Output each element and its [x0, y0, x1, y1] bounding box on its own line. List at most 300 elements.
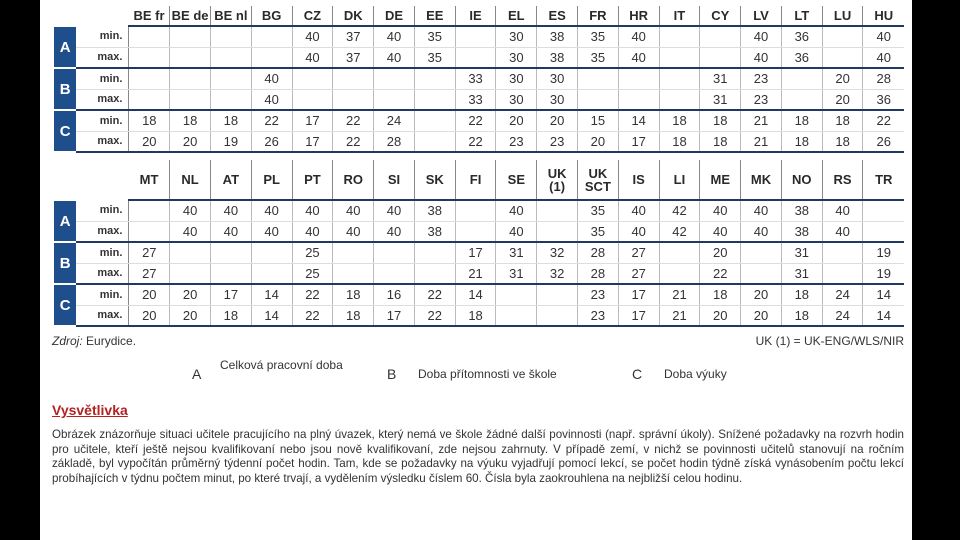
value-cell: 20	[822, 89, 863, 110]
table-row	[54, 242, 904, 263]
column-header: DE	[374, 6, 415, 26]
column-header: MT	[129, 160, 170, 200]
value-cell: 40	[251, 68, 292, 89]
source-label: Zdroj:	[52, 334, 83, 348]
row-label: min.	[76, 284, 129, 305]
value-cell	[414, 110, 455, 131]
value-cell: 18	[822, 131, 863, 152]
value-cell: 27	[618, 263, 659, 284]
value-cell: 21	[455, 263, 496, 284]
column-header: ME	[700, 160, 741, 200]
value-cell	[537, 305, 578, 326]
value-cell: 20	[129, 305, 170, 326]
column-header: CZ	[292, 6, 333, 26]
value-cell	[414, 68, 455, 89]
value-cell	[170, 68, 211, 89]
group-label: A	[54, 26, 76, 68]
value-cell: 21	[659, 305, 700, 326]
value-cell: 40	[618, 200, 659, 221]
value-cell: 36	[863, 89, 904, 110]
column-header: MK	[741, 160, 782, 200]
legend-letter-b: B	[387, 366, 397, 382]
value-cell	[374, 242, 415, 263]
value-cell: 20	[537, 110, 578, 131]
value-cell: 18	[781, 284, 822, 305]
value-cell	[333, 242, 374, 263]
value-cell: 40	[292, 26, 333, 47]
value-cell: 23	[741, 68, 782, 89]
value-cell	[170, 263, 211, 284]
value-cell: 23	[537, 131, 578, 152]
row-label: max.	[76, 89, 129, 110]
table-row	[54, 47, 904, 68]
explanation-paragraph: Obrázek znázorňuje situaci učitele pracujícího na plný úvazek, který nemá ve škole žádné další povinnosti (např. správní úkoly). Snížené požadavky na rozvrh hodin pro učitele, kteří ještě nejsou kvalifikovaní nebo jsou nově kvalifikovaní, zde nejsou zahrnuty. V případě zemí, v nichž se povinnosti učitelů stanovují na ročním základě, byl vypočítán průměrný týdenní počet hodin. Tam, kde se požadavky na výuku vyjadřují pomocí lekcí, se počet hodin týdně získá vynásobením počtu lekcí probíhajících v týdnu počtem minut, po které trvají, a vydělením výsledku číslem 60. Čísla byla zaokrouhlena na nejbližší celou hodinu.	[52, 428, 904, 485]
value-cell: 15	[578, 110, 619, 131]
row-label: min.	[76, 200, 129, 221]
value-cell: 30	[496, 47, 537, 68]
row-label: max.	[76, 305, 129, 326]
column-header: SK	[414, 160, 455, 200]
value-cell: 18	[455, 305, 496, 326]
value-cell: 20	[170, 284, 211, 305]
value-cell: 28	[374, 131, 415, 152]
value-cell	[863, 221, 904, 242]
value-cell	[741, 263, 782, 284]
value-cell: 22	[292, 284, 333, 305]
value-cell: 19	[863, 242, 904, 263]
value-cell: 28	[863, 68, 904, 89]
value-cell: 31	[781, 242, 822, 263]
value-cell: 40	[374, 221, 415, 242]
value-cell: 35	[578, 200, 619, 221]
value-cell: 17	[618, 305, 659, 326]
value-cell	[781, 68, 822, 89]
header-blank	[54, 6, 129, 26]
value-cell: 40	[618, 26, 659, 47]
value-cell: 32	[537, 263, 578, 284]
value-cell	[659, 89, 700, 110]
value-cell: 21	[741, 131, 782, 152]
value-cell: 38	[414, 200, 455, 221]
value-cell: 19	[863, 263, 904, 284]
table-row	[54, 89, 904, 110]
value-cell: 40	[210, 221, 251, 242]
value-cell: 40	[863, 47, 904, 68]
value-cell: 40	[374, 26, 415, 47]
value-cell: 20	[129, 131, 170, 152]
value-cell: 25	[292, 242, 333, 263]
value-cell: 18	[170, 110, 211, 131]
value-cell: 22	[292, 305, 333, 326]
value-cell	[210, 26, 251, 47]
value-cell	[659, 242, 700, 263]
column-header: BE de	[170, 6, 211, 26]
value-cell: 27	[129, 263, 170, 284]
value-cell	[414, 89, 455, 110]
value-cell: 18	[333, 305, 374, 326]
column-header: IE	[455, 6, 496, 26]
value-cell: 33	[455, 68, 496, 89]
value-cell: 36	[781, 26, 822, 47]
value-cell: 18	[700, 131, 741, 152]
value-cell	[863, 200, 904, 221]
value-cell	[210, 89, 251, 110]
value-cell	[292, 89, 333, 110]
value-cell: 40	[170, 200, 211, 221]
value-cell	[210, 263, 251, 284]
value-cell: 18	[210, 305, 251, 326]
value-cell: 17	[210, 284, 251, 305]
value-cell: 40	[822, 200, 863, 221]
value-cell	[822, 47, 863, 68]
row-label: min.	[76, 26, 129, 47]
value-cell: 27	[618, 242, 659, 263]
value-cell: 37	[333, 26, 374, 47]
value-cell: 22	[414, 305, 455, 326]
value-cell	[333, 263, 374, 284]
table-row	[54, 284, 904, 305]
value-cell: 21	[659, 284, 700, 305]
value-cell: 40	[863, 26, 904, 47]
value-cell	[455, 221, 496, 242]
table-row	[54, 305, 904, 326]
value-cell	[537, 221, 578, 242]
value-cell: 18	[210, 110, 251, 131]
column-header: FI	[455, 160, 496, 200]
value-cell: 32	[537, 242, 578, 263]
value-cell: 40	[333, 200, 374, 221]
value-cell: 40	[251, 221, 292, 242]
column-header: SI	[374, 160, 415, 200]
value-cell: 22	[333, 131, 374, 152]
value-cell: 23	[741, 89, 782, 110]
value-cell: 31	[781, 263, 822, 284]
value-cell: 22	[700, 263, 741, 284]
value-cell	[374, 68, 415, 89]
value-cell	[129, 89, 170, 110]
value-cell: 40	[700, 221, 741, 242]
column-header: RO	[333, 160, 374, 200]
column-header: UK (1)	[537, 160, 578, 200]
value-cell: 18	[822, 110, 863, 131]
value-cell: 17	[374, 305, 415, 326]
value-cell: 40	[496, 200, 537, 221]
value-cell: 17	[292, 131, 333, 152]
column-header: BE fr	[129, 6, 170, 26]
value-cell	[659, 68, 700, 89]
value-cell: 20	[741, 284, 782, 305]
value-cell: 40	[741, 221, 782, 242]
value-cell: 20	[170, 305, 211, 326]
value-cell: 17	[618, 131, 659, 152]
document-page	[40, 0, 912, 540]
value-cell: 40	[210, 200, 251, 221]
column-header: EE	[414, 6, 455, 26]
value-cell: 22	[251, 110, 292, 131]
value-cell: 22	[414, 284, 455, 305]
column-header: RS	[822, 160, 863, 200]
value-cell: 21	[741, 110, 782, 131]
group-label: A	[54, 200, 76, 242]
value-cell	[170, 47, 211, 68]
value-cell: 40	[292, 221, 333, 242]
value-cell: 31	[700, 68, 741, 89]
column-header: SE	[496, 160, 537, 200]
value-cell: 40	[741, 26, 782, 47]
value-cell: 40	[741, 47, 782, 68]
value-cell: 18	[129, 110, 170, 131]
value-cell: 18	[781, 305, 822, 326]
value-cell: 40	[333, 221, 374, 242]
value-cell: 25	[292, 263, 333, 284]
value-cell	[129, 26, 170, 47]
column-header: LI	[659, 160, 700, 200]
value-cell: 24	[822, 305, 863, 326]
value-cell: 18	[659, 110, 700, 131]
column-header: FR	[578, 6, 619, 26]
value-cell: 14	[618, 110, 659, 131]
column-header: UK SCT	[578, 160, 619, 200]
value-cell: 31	[496, 263, 537, 284]
value-cell: 22	[455, 131, 496, 152]
legend-letter-a: A	[192, 366, 202, 382]
value-cell: 27	[129, 242, 170, 263]
value-cell: 35	[578, 221, 619, 242]
value-cell	[700, 47, 741, 68]
value-cell: 40	[618, 47, 659, 68]
row-label: min.	[76, 68, 129, 89]
value-cell	[618, 68, 659, 89]
value-cell	[455, 26, 496, 47]
value-cell: 20	[129, 284, 170, 305]
value-cell: 24	[822, 284, 863, 305]
value-cell: 26	[251, 131, 292, 152]
header-blank	[54, 160, 129, 200]
value-cell: 35	[578, 47, 619, 68]
column-header: LT	[781, 6, 822, 26]
value-cell	[414, 242, 455, 263]
value-cell: 30	[496, 89, 537, 110]
column-header: PL	[251, 160, 292, 200]
value-cell: 18	[659, 131, 700, 152]
value-cell: 40	[251, 200, 292, 221]
group-label: C	[54, 110, 76, 152]
value-cell: 31	[700, 89, 741, 110]
value-cell	[659, 263, 700, 284]
value-cell	[374, 263, 415, 284]
column-header: ES	[537, 6, 578, 26]
value-cell: 26	[863, 131, 904, 152]
value-cell: 40	[292, 200, 333, 221]
value-cell: 20	[578, 131, 619, 152]
legend-letter-c: C	[632, 366, 643, 382]
value-cell	[822, 242, 863, 263]
value-cell: 35	[578, 26, 619, 47]
value-cell	[537, 200, 578, 221]
column-header: PT	[292, 160, 333, 200]
legend-text-c: Doba výuky	[664, 367, 727, 381]
value-cell	[374, 89, 415, 110]
value-cell	[129, 200, 170, 221]
column-header: NO	[781, 160, 822, 200]
value-cell	[455, 47, 496, 68]
value-cell: 40	[251, 89, 292, 110]
row-label: min.	[76, 110, 129, 131]
value-cell	[781, 89, 822, 110]
value-cell: 14	[251, 284, 292, 305]
source-note	[52, 334, 136, 348]
value-cell: 14	[863, 305, 904, 326]
table-row	[54, 110, 904, 131]
value-cell: 20	[496, 110, 537, 131]
column-header: BE nl	[210, 6, 251, 26]
column-header: LU	[822, 6, 863, 26]
column-header: DK	[333, 6, 374, 26]
value-cell: 22	[455, 110, 496, 131]
value-cell	[129, 68, 170, 89]
table-row	[54, 263, 904, 284]
value-cell: 40	[374, 200, 415, 221]
value-cell: 23	[496, 131, 537, 152]
value-cell: 40	[170, 221, 211, 242]
value-cell	[496, 284, 537, 305]
value-cell	[496, 305, 537, 326]
legend-text-a: Celková pracovní doba	[220, 358, 343, 372]
value-cell: 38	[781, 200, 822, 221]
value-cell: 20	[822, 68, 863, 89]
value-cell	[129, 221, 170, 242]
value-cell: 20	[700, 242, 741, 263]
row-label: max.	[76, 47, 129, 68]
row-label: min.	[76, 242, 129, 263]
value-cell: 18	[700, 284, 741, 305]
value-cell	[333, 89, 374, 110]
value-cell	[659, 26, 700, 47]
value-cell: 36	[781, 47, 822, 68]
column-header: CY	[700, 6, 741, 26]
value-cell: 17	[618, 284, 659, 305]
row-label: max.	[76, 131, 129, 152]
value-cell: 42	[659, 200, 700, 221]
value-cell: 23	[578, 305, 619, 326]
value-cell: 30	[537, 68, 578, 89]
value-cell	[455, 200, 496, 221]
value-cell: 20	[741, 305, 782, 326]
column-header: TR	[863, 160, 904, 200]
value-cell	[210, 242, 251, 263]
value-cell: 38	[537, 26, 578, 47]
table-row	[54, 68, 904, 89]
value-cell: 28	[578, 242, 619, 263]
value-cell	[292, 68, 333, 89]
value-cell	[414, 131, 455, 152]
value-cell	[700, 26, 741, 47]
value-cell	[333, 68, 374, 89]
value-cell: 38	[781, 221, 822, 242]
source-text: Eurydice.	[82, 334, 137, 348]
column-header: NL	[170, 160, 211, 200]
value-cell: 22	[863, 110, 904, 131]
value-cell: 20	[170, 131, 211, 152]
value-cell: 16	[374, 284, 415, 305]
value-cell: 18	[700, 110, 741, 131]
value-cell: 38	[414, 221, 455, 242]
group-label: B	[54, 242, 76, 284]
column-header: BG	[251, 6, 292, 26]
table-row	[54, 221, 904, 242]
table-row	[54, 26, 904, 47]
value-cell: 18	[333, 284, 374, 305]
value-cell	[822, 263, 863, 284]
value-cell	[170, 242, 211, 263]
column-header: IS	[618, 160, 659, 200]
working-time-table-2	[54, 160, 904, 327]
column-header: LV	[741, 6, 782, 26]
value-cell	[822, 26, 863, 47]
value-cell: 18	[781, 131, 822, 152]
value-cell: 42	[659, 221, 700, 242]
value-cell	[251, 263, 292, 284]
value-cell	[170, 89, 211, 110]
value-cell: 40	[374, 47, 415, 68]
value-cell: 40	[700, 200, 741, 221]
value-cell: 40	[741, 200, 782, 221]
value-cell	[129, 47, 170, 68]
value-cell: 40	[822, 221, 863, 242]
value-cell: 20	[700, 305, 741, 326]
value-cell	[251, 47, 292, 68]
value-cell: 35	[414, 47, 455, 68]
value-cell: 14	[863, 284, 904, 305]
value-cell	[414, 263, 455, 284]
value-cell: 38	[537, 47, 578, 68]
value-cell	[537, 284, 578, 305]
row-label: max.	[76, 263, 129, 284]
column-header: HR	[618, 6, 659, 26]
value-cell: 23	[578, 284, 619, 305]
value-cell: 14	[251, 305, 292, 326]
value-cell: 31	[496, 242, 537, 263]
column-header: IT	[659, 6, 700, 26]
value-cell: 40	[618, 221, 659, 242]
value-cell: 24	[374, 110, 415, 131]
value-cell: 18	[781, 110, 822, 131]
value-cell: 33	[455, 89, 496, 110]
column-header: HU	[863, 6, 904, 26]
value-cell	[210, 47, 251, 68]
row-label: max.	[76, 221, 129, 242]
value-cell	[578, 68, 619, 89]
group-label: B	[54, 68, 76, 110]
working-time-table-1	[54, 6, 904, 153]
value-cell: 37	[333, 47, 374, 68]
value-cell	[618, 89, 659, 110]
value-cell: 14	[455, 284, 496, 305]
group-label: C	[54, 284, 76, 326]
value-cell: 22	[333, 110, 374, 131]
column-header: AT	[210, 160, 251, 200]
table-row	[54, 131, 904, 152]
value-cell: 40	[292, 47, 333, 68]
value-cell: 17	[455, 242, 496, 263]
value-cell	[251, 26, 292, 47]
value-cell: 30	[537, 89, 578, 110]
value-cell: 17	[292, 110, 333, 131]
value-cell: 28	[578, 263, 619, 284]
column-header: EL	[496, 6, 537, 26]
value-cell	[251, 242, 292, 263]
value-cell: 19	[210, 131, 251, 152]
